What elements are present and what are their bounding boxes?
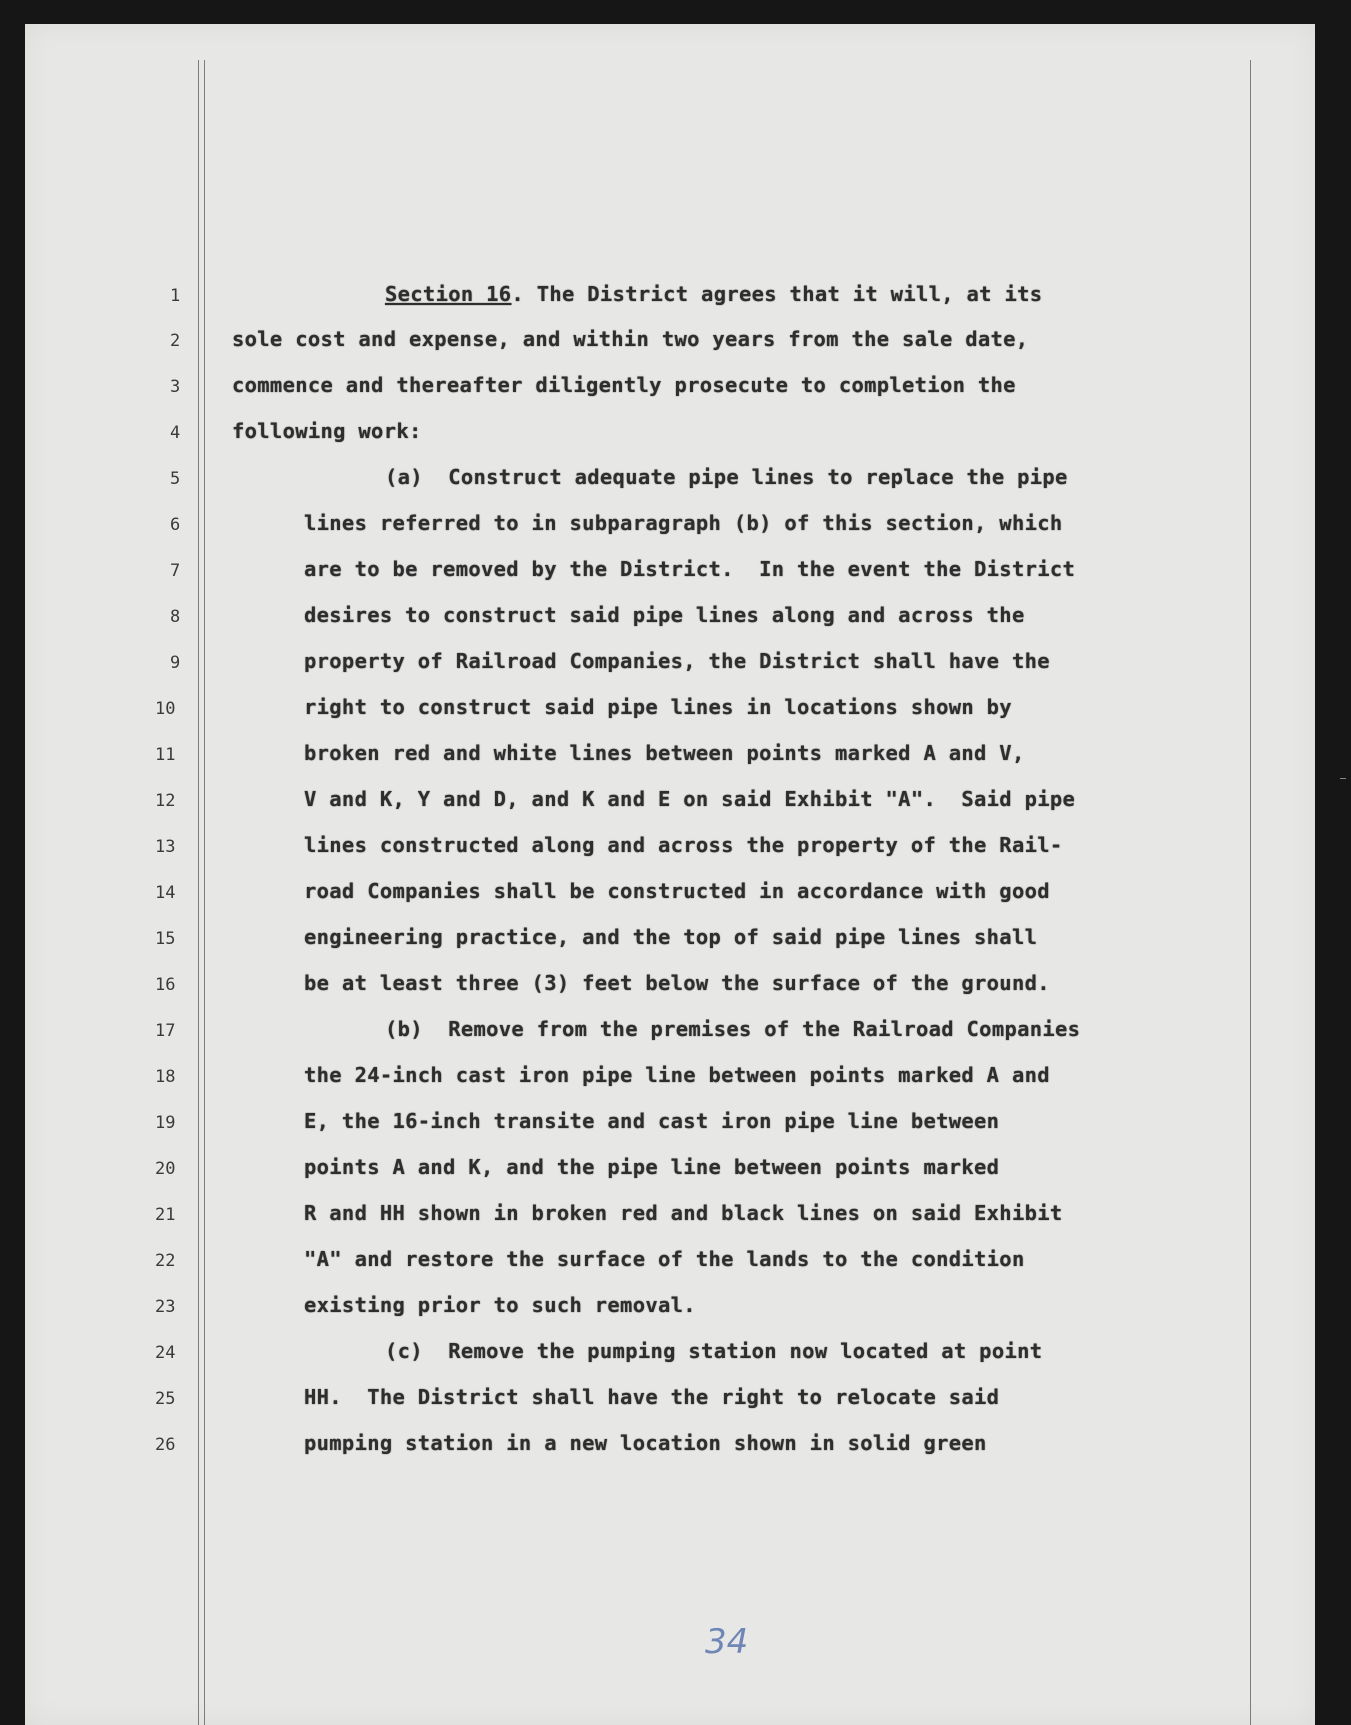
line-number: 23 — [155, 1297, 176, 1317]
handwritten-page-number: 34 — [705, 1622, 749, 1662]
line-number: 1 — [170, 286, 181, 306]
text-line: broken red and white lines between points marked A and V, — [304, 741, 1025, 765]
edge-mark — [1340, 778, 1346, 779]
text-line: Section 16. The District agrees that it will, at its — [385, 282, 1043, 306]
line-number: 16 — [155, 975, 176, 995]
text-line: points A and K, and the pipe line between points marked — [304, 1155, 1000, 1179]
text-line: lines referred to in subparagraph (b) of this section, which — [304, 511, 1063, 535]
line-number: 20 — [155, 1159, 176, 1179]
section-heading: Section 16 — [385, 282, 512, 306]
text-line: property of Railroad Companies, the District shall have the — [304, 649, 1050, 673]
text-line: right to construct said pipe lines in locations shown by — [304, 695, 1012, 719]
line-number: 9 — [170, 653, 181, 673]
text-line: (b) Remove from the premises of the Railroad Companies — [385, 1017, 1081, 1041]
text-line: HH. The District shall have the right to relocate said — [304, 1385, 1000, 1409]
text-line: R and HH shown in broken red and black lines on said Exhibit — [304, 1201, 1063, 1225]
text-line: the 24-inch cast iron pipe line between points marked A and — [304, 1063, 1050, 1087]
margin-rule-right — [1250, 60, 1251, 1725]
text-line: desires to construct said pipe lines along and across the — [304, 603, 1025, 627]
text-line: following work: — [232, 419, 422, 443]
line-number: 3 — [170, 377, 181, 397]
line-number: 2 — [170, 331, 181, 351]
line-number: 13 — [155, 837, 176, 857]
text-line: V and K, Y and D, and K and E on said Exhibit "A". Said pipe — [304, 787, 1076, 811]
margin-rule-left-outer — [198, 60, 199, 1725]
line-number: 25 — [155, 1389, 176, 1409]
line-number: 6 — [170, 515, 181, 535]
line-number: 12 — [155, 791, 176, 811]
text-line: existing prior to such removal. — [304, 1293, 696, 1317]
text-line: commence and thereafter diligently prosecute to completion the — [232, 373, 1016, 397]
text-line: E, the 16-inch transite and cast iron pipe line between — [304, 1109, 1000, 1133]
text-line: road Companies shall be constructed in accordance with good — [304, 879, 1050, 903]
line-number: 18 — [155, 1067, 176, 1087]
line-number: 21 — [155, 1205, 176, 1225]
line-number: 4 — [170, 423, 181, 443]
line-number: 5 — [170, 469, 181, 489]
line-number: 26 — [155, 1435, 176, 1455]
text-line: "A" and restore the surface of the lands to the condition — [304, 1247, 1025, 1271]
line-number: 8 — [170, 607, 181, 627]
line-number: 10 — [155, 699, 176, 719]
line-number: 7 — [170, 561, 181, 581]
document-page — [25, 24, 1315, 1725]
line-number: 22 — [155, 1251, 176, 1271]
text-line: are to be removed by the District. In the event the District — [304, 557, 1076, 581]
text-line: pumping station in a new location shown in solid green — [304, 1431, 987, 1455]
text-line: be at least three (3) feet below the surface of the ground. — [304, 971, 1050, 995]
text-line: (c) Remove the pumping station now located at point — [385, 1339, 1043, 1363]
text-line: (a) Construct adequate pipe lines to replace the pipe — [385, 465, 1068, 489]
line-number: 14 — [155, 883, 176, 903]
line-number: 19 — [155, 1113, 176, 1133]
text-line: engineering practice, and the top of said pipe lines shall — [304, 925, 1038, 949]
text-line: sole cost and expense, and within two years from the sale date, — [232, 327, 1029, 351]
margin-rule-left-inner — [204, 60, 205, 1725]
line-number: 11 — [155, 745, 176, 765]
line-number: 24 — [155, 1343, 176, 1363]
text-line: lines constructed along and across the property of the Rail- — [304, 833, 1063, 857]
line-number: 15 — [155, 929, 176, 949]
line-number: 17 — [155, 1021, 176, 1041]
